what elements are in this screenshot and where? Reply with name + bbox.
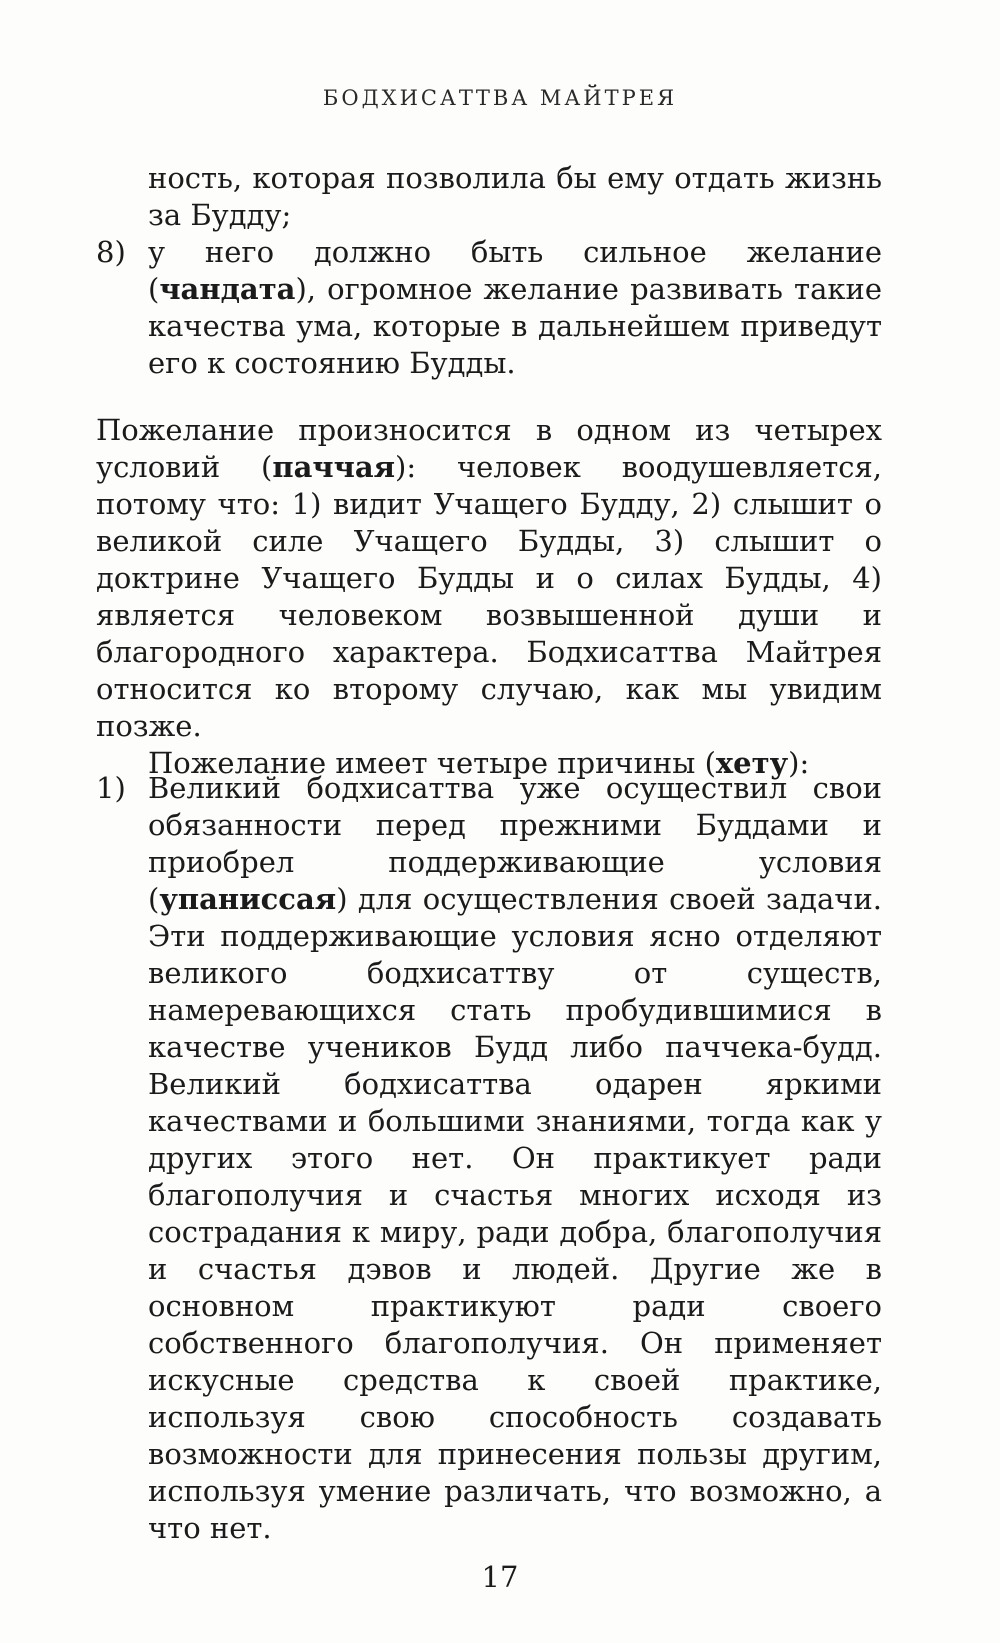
- term-chandata: чандата: [159, 272, 296, 306]
- running-head: БОДХИСАТТВА МАЙТРЕЯ: [322, 86, 678, 110]
- item1-text-pre: Великий бодхисаттва уже осуществил свои обязанности перед прежними Буддами и приобрел поддерживающие условия (: [148, 771, 882, 916]
- list-number: 8): [96, 235, 126, 269]
- item8-text-post: ), огромное желание развивать такие качества ума, которые в дальнейшем приведут его к состоянию Будды.: [148, 272, 882, 380]
- list-number: 1): [96, 771, 126, 805]
- list-item-continuation: [96, 160, 882, 234]
- list-item-8: [96, 234, 882, 382]
- continuation-text: ность, которая позволила бы ему отдать жизнь за Будду;: [148, 161, 882, 232]
- para2-pre: Пожелание имеет четыре причины (: [148, 746, 716, 780]
- item8-text-pre: у него должно быть сильное желание (: [148, 235, 882, 306]
- item1-text-post: ) для осуществления своей задачи. Эти поддерживающие условия ясно отделяют великого бодхисаттву от существ, намеревающихся стать пробудившимися в качестве учеников Будд либо паччека-будд. Великий бодхисаттва одарен яркими качествами и большими знаниями, тогда как у других этого нет. Он практикует ради благополучия и счастья многих исходя из сострадания к миру, ради добра, благополучия и счастья дэвов и людей. Другие же в основном практикуют ради своего собственного благополучия. Он применяет искусные средства к своей практике, используя свою способность создавать возможности для принесения пользы другим, используя умение различать, что возможно, а что нет.: [148, 882, 882, 1545]
- term-upanissaya: упаниссая: [159, 882, 337, 916]
- page-number: 17: [481, 1560, 519, 1594]
- term-hetu: хету: [715, 746, 789, 780]
- para1-post: ): человек воодушевляется, потому что: 1) видит Учащего Будду, 2) слышит о великой силе Учащего Будды, 3) слышит о доктрине Учащего Будды и о силах Будды, 4) является человеком возвышенной души и благородного характера. Бодхисаттва Майтрея относится ко второму случаю, как мы увидим позже.: [96, 450, 882, 743]
- para2-post: ):: [788, 746, 810, 780]
- list-bottom: [96, 770, 882, 1547]
- paragraph-conditions: [96, 412, 882, 782]
- para1-pre: Пожелание произносится в одном из четырех условий (: [96, 413, 882, 484]
- list-top: [96, 160, 882, 382]
- paragraph-text: [96, 412, 882, 745]
- list-item-1: [96, 770, 882, 1547]
- term-pacchaya: паччая: [272, 450, 396, 484]
